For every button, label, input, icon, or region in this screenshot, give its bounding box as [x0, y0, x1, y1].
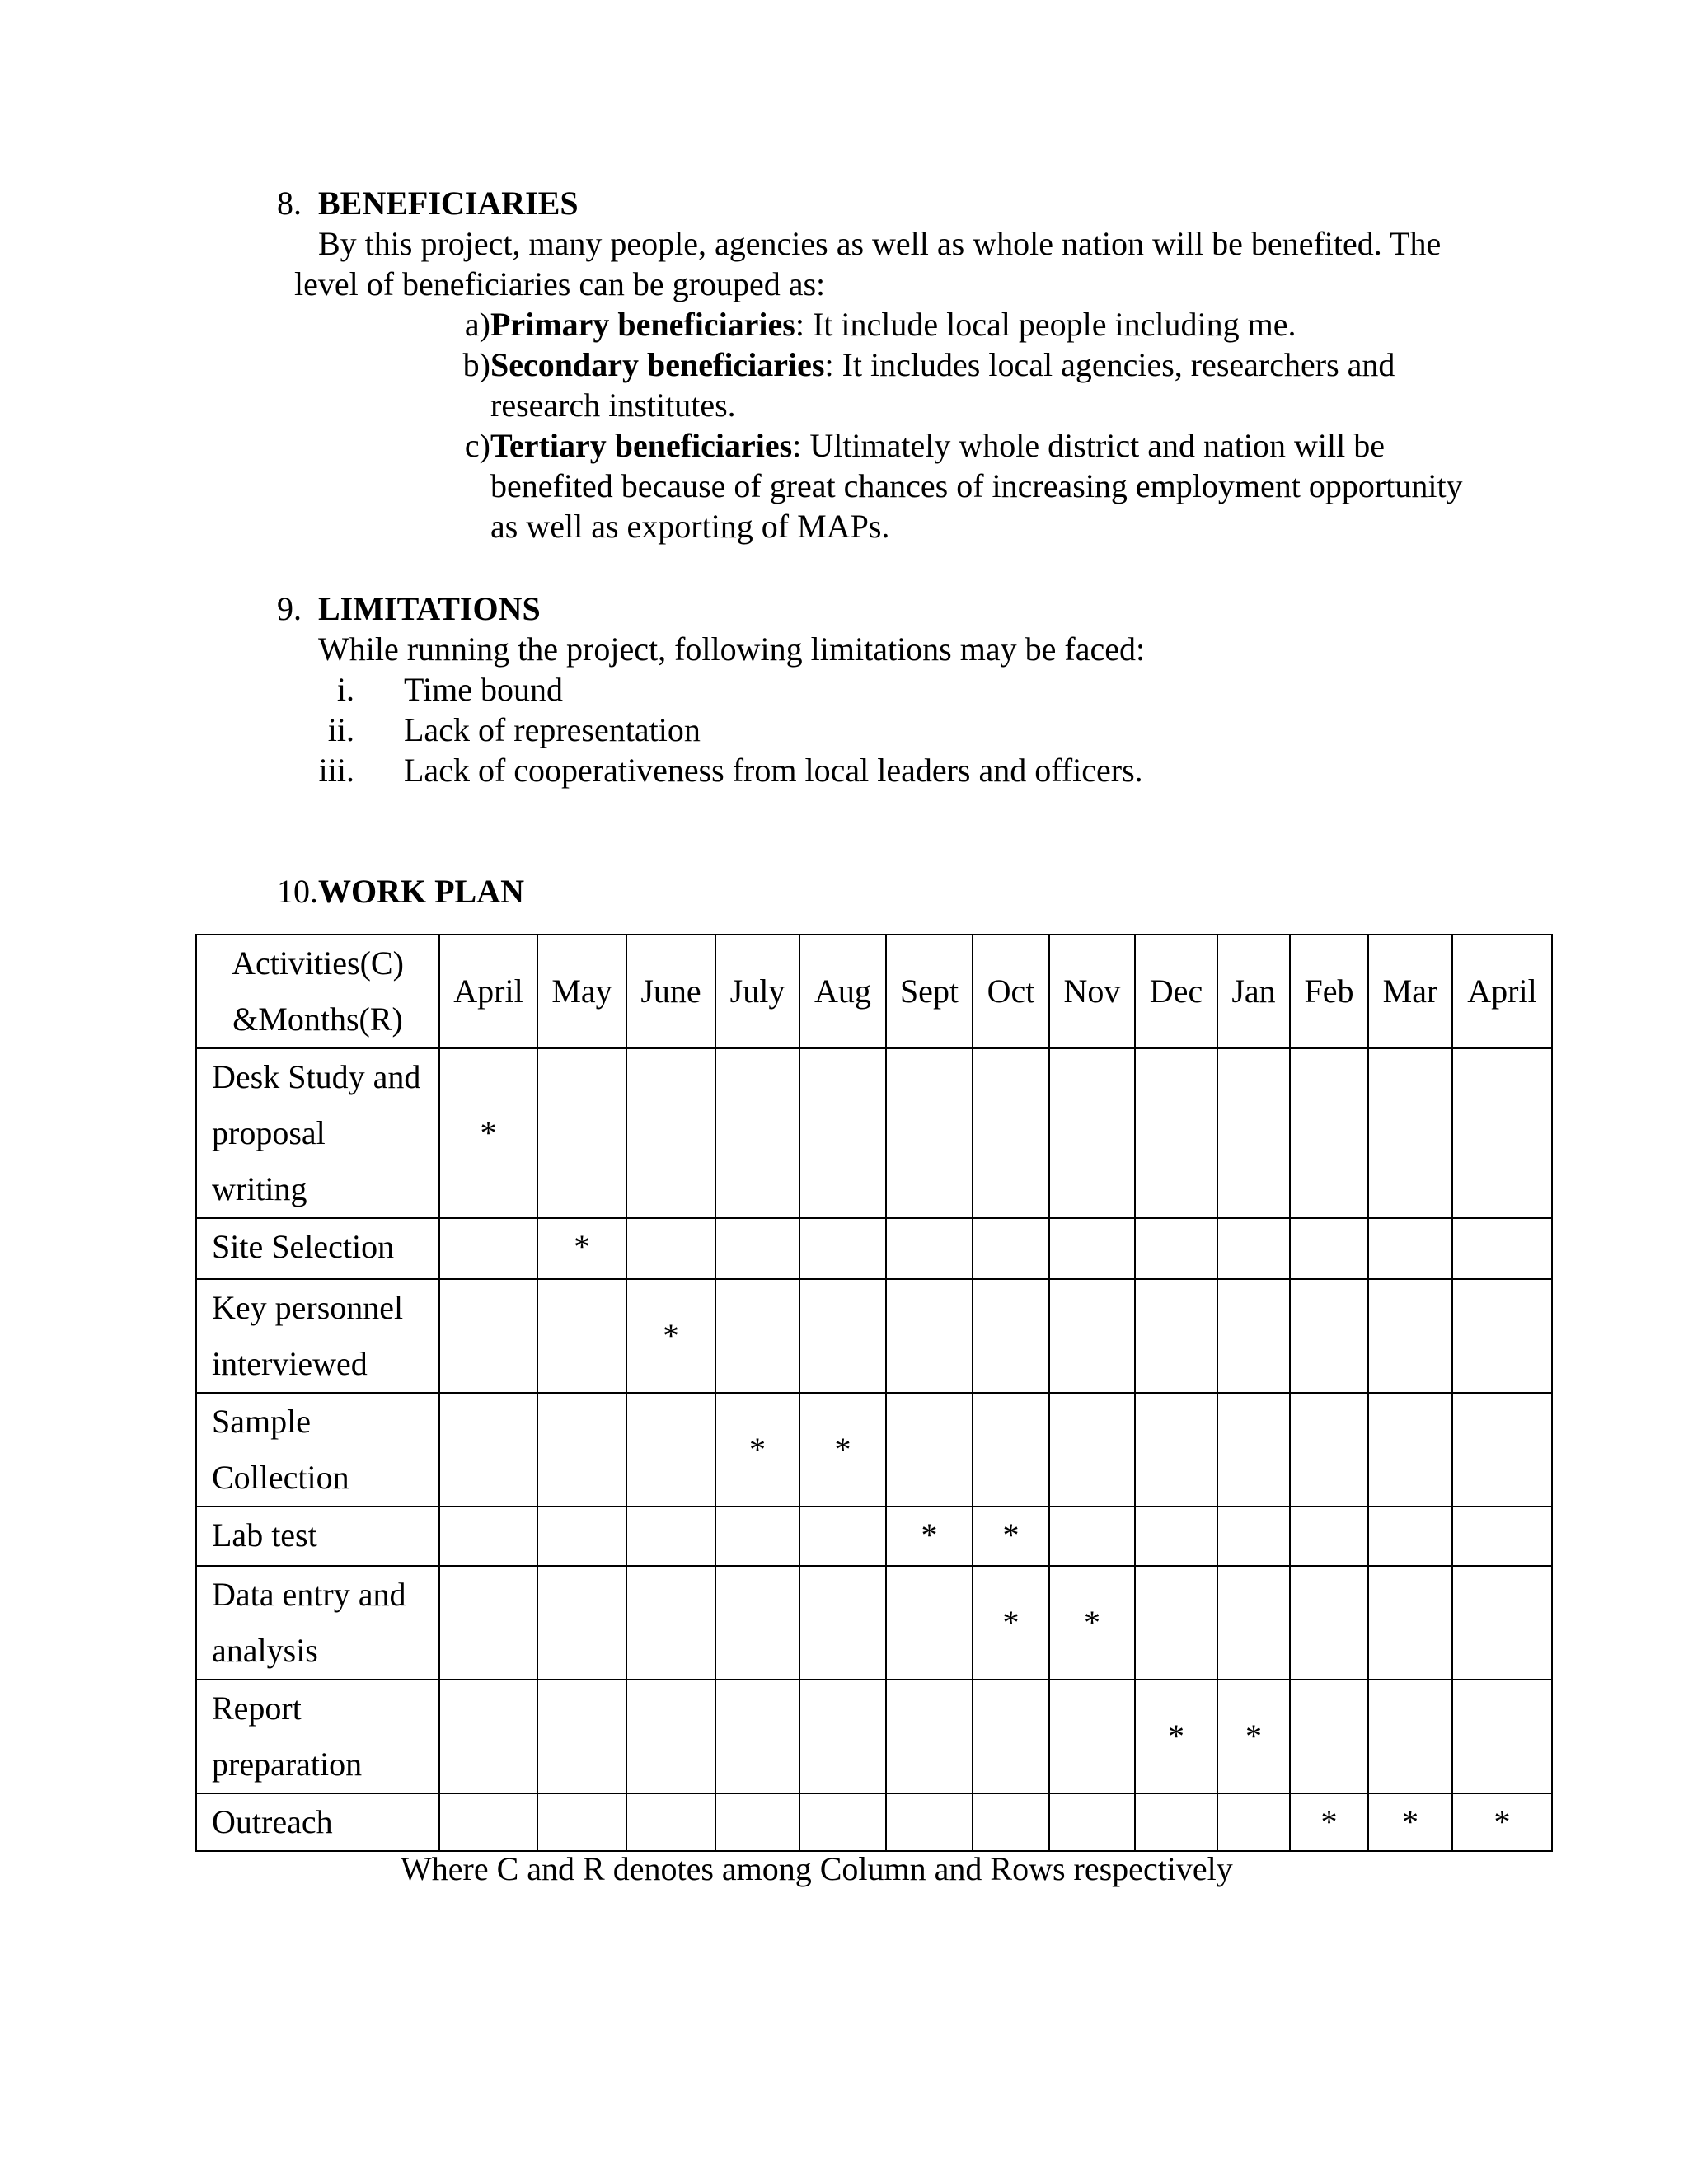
month-header: May: [537, 935, 626, 1048]
schedule-empty-cell: [1049, 1048, 1135, 1218]
corner-line: &Months(R): [232, 1001, 403, 1038]
schedule-empty-cell: [626, 1793, 715, 1851]
schedule-empty-cell: [1452, 1507, 1552, 1566]
schedule-empty-cell: [1290, 1393, 1368, 1507]
schedule-mark-cell: *: [1049, 1566, 1135, 1680]
schedule-empty-cell: [1452, 1218, 1552, 1279]
schedule-empty-cell: [1217, 1218, 1290, 1279]
schedule-empty-cell: [1452, 1279, 1552, 1393]
schedule-mark-cell: *: [439, 1048, 537, 1218]
table-row: [196, 1048, 1552, 1218]
schedule-empty-cell: [973, 1393, 1049, 1507]
table-row: [196, 1507, 1552, 1566]
activity-line: Desk Study and: [212, 1058, 421, 1095]
activity-cell: [196, 1793, 439, 1851]
schedule-mark-cell: *: [973, 1507, 1049, 1566]
beneficiary-label: c): [464, 427, 490, 464]
activity-cell: [196, 1279, 439, 1393]
schedule-empty-cell: [1452, 1048, 1552, 1218]
beneficiary-text: : It include local people including me.: [795, 306, 1296, 343]
schedule-empty-cell: [1452, 1566, 1552, 1680]
beneficiary-text: : It includes local agencies, researchers and: [824, 346, 1395, 383]
schedule-empty-cell: [973, 1680, 1049, 1793]
schedule-empty-cell: [439, 1566, 537, 1680]
activity-line: Site Selection: [212, 1228, 395, 1265]
activity-line: Lab test: [212, 1516, 317, 1554]
limitation-label: i.: [336, 671, 354, 708]
schedule-empty-cell: [1368, 1507, 1452, 1566]
schedule-mark-cell: *: [886, 1507, 973, 1566]
schedule-empty-cell: [1368, 1680, 1452, 1793]
beneficiary-text: benefited because of great chances of increasing employment opportunity: [490, 467, 1463, 504]
schedule-empty-cell: [1135, 1393, 1217, 1507]
schedule-empty-cell: [1135, 1279, 1217, 1393]
schedule-empty-cell: [1290, 1279, 1368, 1393]
activity-line: interviewed: [212, 1345, 368, 1382]
beneficiary-term: Tertiary beneficiaries: [490, 427, 793, 464]
limitation-text: Lack of representation: [404, 711, 701, 748]
schedule-empty-cell: [886, 1793, 973, 1851]
schedule-empty-cell: [537, 1279, 626, 1393]
schedule-empty-cell: [715, 1680, 799, 1793]
schedule-empty-cell: [439, 1393, 537, 1507]
month-header: Sept: [886, 935, 973, 1048]
table-row: [196, 1218, 1552, 1279]
activity-line: Report: [212, 1690, 302, 1727]
schedule-empty-cell: [715, 1566, 799, 1680]
schedule-empty-cell: [886, 1566, 973, 1680]
schedule-mark-cell: *: [1135, 1680, 1217, 1793]
schedule-mark-cell: *: [1452, 1793, 1552, 1851]
schedule-empty-cell: [1368, 1048, 1452, 1218]
month-header: Nov: [1049, 935, 1135, 1048]
activity-cell: [196, 1393, 439, 1507]
schedule-empty-cell: [973, 1218, 1049, 1279]
schedule-empty-cell: [715, 1279, 799, 1393]
schedule-empty-cell: [886, 1680, 973, 1793]
schedule-mark-cell: *: [715, 1393, 799, 1507]
schedule-empty-cell: [799, 1048, 886, 1218]
schedule-empty-cell: [1217, 1507, 1290, 1566]
schedule-empty-cell: [1135, 1218, 1217, 1279]
schedule-empty-cell: [973, 1048, 1049, 1218]
schedule-empty-cell: [439, 1680, 537, 1793]
month-header: Mar: [1368, 935, 1452, 1048]
section-9-number: 9.: [277, 590, 302, 627]
schedule-empty-cell: [886, 1048, 973, 1218]
activity-cell: [196, 1218, 439, 1279]
schedule-empty-cell: [1049, 1507, 1135, 1566]
schedule-mark-cell: *: [973, 1566, 1049, 1680]
schedule-empty-cell: [799, 1680, 886, 1793]
schedule-empty-cell: [1217, 1566, 1290, 1680]
schedule-empty-cell: [1049, 1279, 1135, 1393]
work-plan-table: [195, 934, 1553, 1852]
schedule-empty-cell: [799, 1279, 886, 1393]
section-9-heading: LIMITATIONS: [318, 590, 541, 627]
limitation-text: Lack of cooperativeness from local leaders and officers.: [404, 752, 1143, 789]
schedule-empty-cell: [1290, 1507, 1368, 1566]
month-header: April: [1452, 935, 1552, 1048]
activity-line: Sample: [212, 1403, 311, 1440]
schedule-empty-cell: [886, 1279, 973, 1393]
month-header: Feb: [1290, 935, 1368, 1048]
activity-cell: [196, 1507, 439, 1566]
schedule-empty-cell: [799, 1218, 886, 1279]
month-header: July: [715, 935, 799, 1048]
month-header: June: [626, 935, 715, 1048]
schedule-empty-cell: [1368, 1218, 1452, 1279]
schedule-empty-cell: [886, 1218, 973, 1279]
schedule-empty-cell: [1135, 1793, 1217, 1851]
section-8-intro-line-1: By this project, many people, agencies as well as whole nation will be benefited. The: [318, 225, 1442, 262]
table-header-row: [196, 935, 1552, 1048]
corner-line: Activities(C): [232, 944, 404, 982]
beneficiary-term: Secondary beneficiaries: [490, 346, 825, 383]
section-8-heading: BENEFICIARIES: [318, 185, 579, 222]
schedule-empty-cell: [1217, 1793, 1290, 1851]
schedule-mark-cell: *: [799, 1393, 886, 1507]
activity-line: analysis: [212, 1632, 318, 1669]
activity-cell: [196, 1048, 439, 1218]
schedule-empty-cell: [1452, 1680, 1552, 1793]
table-row: [196, 1566, 1552, 1680]
schedule-empty-cell: [1217, 1279, 1290, 1393]
section-10-number: 10.: [277, 873, 318, 910]
schedule-empty-cell: [1290, 1048, 1368, 1218]
activity-cell: [196, 1680, 439, 1793]
activity-line: Data entry and: [212, 1576, 406, 1613]
schedule-empty-cell: [439, 1507, 537, 1566]
schedule-empty-cell: [1135, 1507, 1217, 1566]
schedule-empty-cell: [1217, 1048, 1290, 1218]
schedule-empty-cell: [537, 1507, 626, 1566]
schedule-empty-cell: [1049, 1218, 1135, 1279]
schedule-empty-cell: [626, 1048, 715, 1218]
schedule-empty-cell: [1368, 1393, 1452, 1507]
schedule-empty-cell: [1135, 1048, 1217, 1218]
activity-line: writing: [212, 1170, 307, 1207]
schedule-empty-cell: [1368, 1279, 1452, 1393]
beneficiary-text: as well as exporting of MAPs.: [490, 508, 890, 545]
schedule-empty-cell: [715, 1218, 799, 1279]
table-row: [196, 1393, 1552, 1507]
month-header: Dec: [1135, 935, 1217, 1048]
schedule-empty-cell: [886, 1393, 973, 1507]
beneficiary-term: Primary beneficiaries: [490, 306, 795, 343]
schedule-mark-cell: *: [626, 1279, 715, 1393]
schedule-empty-cell: [537, 1566, 626, 1680]
beneficiary-text: research institutes.: [490, 387, 736, 424]
schedule-empty-cell: [626, 1218, 715, 1279]
section-8-number: 8.: [277, 185, 302, 222]
table-row: [196, 1279, 1552, 1393]
schedule-empty-cell: [715, 1048, 799, 1218]
schedule-empty-cell: [626, 1393, 715, 1507]
schedule-empty-cell: [1135, 1566, 1217, 1680]
schedule-mark-cell: *: [537, 1218, 626, 1279]
activity-line: Outreach: [212, 1803, 333, 1840]
schedule-mark-cell: *: [1217, 1680, 1290, 1793]
schedule-empty-cell: [626, 1566, 715, 1680]
schedule-empty-cell: [1452, 1393, 1552, 1507]
month-header: April: [439, 935, 537, 1048]
table-row: [196, 1680, 1552, 1793]
table-corner-header: [196, 935, 439, 1048]
schedule-empty-cell: [537, 1393, 626, 1507]
activity-line: preparation: [212, 1746, 363, 1783]
activity-cell: [196, 1566, 439, 1680]
schedule-empty-cell: [439, 1218, 537, 1279]
schedule-empty-cell: [439, 1279, 537, 1393]
schedule-empty-cell: [799, 1793, 886, 1851]
schedule-empty-cell: [973, 1793, 1049, 1851]
section-10-heading: WORK PLAN: [318, 873, 524, 910]
schedule-empty-cell: [626, 1507, 715, 1566]
limitation-label: iii.: [318, 752, 354, 789]
table-row: [196, 1793, 1552, 1851]
schedule-empty-cell: [537, 1048, 626, 1218]
schedule-empty-cell: [1290, 1680, 1368, 1793]
schedule-empty-cell: [799, 1507, 886, 1566]
schedule-empty-cell: [1049, 1793, 1135, 1851]
month-header: Aug: [799, 935, 886, 1048]
schedule-empty-cell: [1290, 1218, 1368, 1279]
schedule-empty-cell: [537, 1793, 626, 1851]
limitation-label: ii.: [327, 711, 354, 748]
schedule-empty-cell: [537, 1680, 626, 1793]
table-footnote: Where C and R denotes among Column and Rows respectively: [401, 1850, 1233, 1887]
schedule-empty-cell: [1049, 1680, 1135, 1793]
limitation-text: Time bound: [404, 671, 564, 708]
schedule-empty-cell: [715, 1507, 799, 1566]
schedule-mark-cell: *: [1368, 1793, 1452, 1851]
schedule-empty-cell: [439, 1793, 537, 1851]
activity-line: proposal: [212, 1114, 326, 1151]
beneficiary-label: b): [462, 346, 490, 383]
schedule-empty-cell: [715, 1793, 799, 1851]
schedule-mark-cell: *: [1290, 1793, 1368, 1851]
activity-line: Collection: [212, 1459, 349, 1496]
section-8-intro-line-2: level of beneficiaries can be grouped as:: [294, 265, 826, 302]
beneficiary-text: : Ultimately whole district and nation will be: [792, 427, 1385, 464]
activity-line: Key personnel: [212, 1289, 404, 1326]
schedule-empty-cell: [973, 1279, 1049, 1393]
schedule-empty-cell: [1217, 1393, 1290, 1507]
section-9-intro: While running the project, following limitations may be faced:: [318, 630, 1146, 668]
month-header: Oct: [973, 935, 1049, 1048]
month-header: Jan: [1217, 935, 1290, 1048]
schedule-empty-cell: [626, 1680, 715, 1793]
schedule-empty-cell: [1290, 1566, 1368, 1680]
beneficiary-label: a): [464, 306, 490, 343]
schedule-empty-cell: [1368, 1566, 1452, 1680]
schedule-empty-cell: [799, 1566, 886, 1680]
schedule-empty-cell: [1049, 1393, 1135, 1507]
